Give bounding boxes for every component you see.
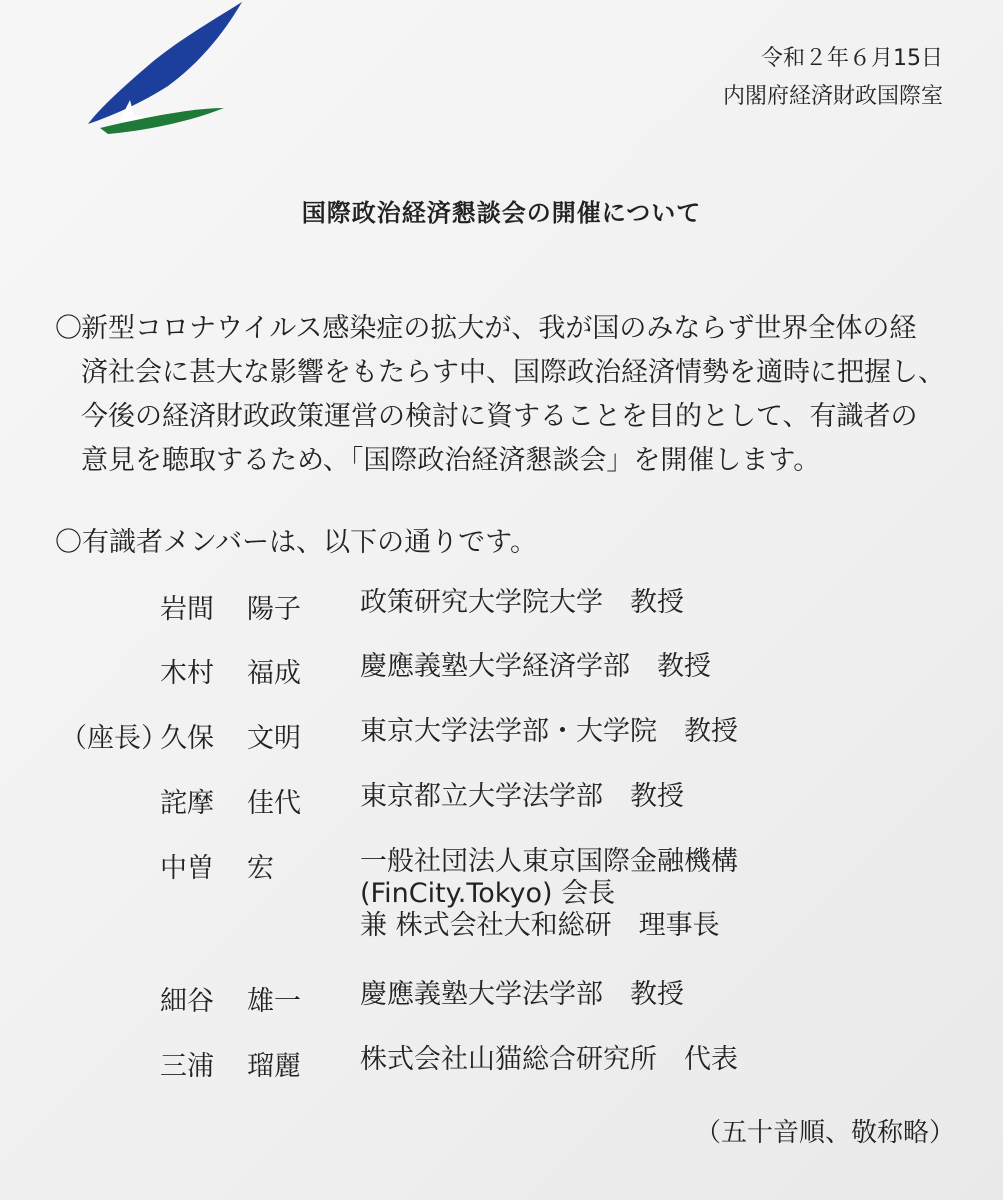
member-given-name: 雄一 [247,986,301,1017]
member-family-name: 木村 [160,658,214,689]
member-family-name: 三浦 [160,1051,214,1082]
intro-line: 新型コロナウイルス感染症の拡大が、我が国のみならず世界全体の経 [81,313,917,344]
document-title: 国際政治経済懇談会の開催について [301,199,702,227]
issuing-office: 内閣府経済財政国際室 [722,84,943,109]
member-family-name: 詫摩 [160,788,214,819]
member-family-name: 久保 [160,723,214,754]
member-affiliation: 東京都立大学法学部 教授 [360,781,684,812]
member-given-name: 瑠麗 [247,1051,301,1082]
member-given-name: 佳代 [247,788,301,819]
document-date: 令和２年６月15日 [761,46,943,71]
intro-paragraph [55,307,985,483]
member-given-name: 陽子 [247,594,301,625]
member-given-name: 福成 [247,658,301,689]
member-affiliation: 兼 株式会社大和総研 理事長 [360,910,720,941]
member-affiliation: 株式会社山猫総合研究所 代表 [360,1044,738,1075]
members-lead: 〇有識者メンバーは、以下の通りです。 [55,527,537,558]
member-affiliation: 政策研究大学院大学 教授 [360,587,684,618]
document-header [723,40,943,116]
ordering-note: （五十音順、敬称略） [694,1118,955,1148]
intro-line: 今後の経済財政政策運営の検討に資することを目的として、有識者の [81,401,918,432]
member-given-name: 文明 [247,723,301,754]
member-family-name: 中曽 [160,853,214,884]
member-affiliation: 慶應義塾大学法学部 教授 [360,979,684,1010]
intro-line: 済社会に甚大な影響をもたらす中、国際政治経済情勢を適時に把握し、 [81,357,945,388]
member-affiliation: (FinCity.Tokyo) 会長 [360,878,616,909]
member-affiliation: 東京大学法学部・大学院 教授 [360,716,738,747]
intro-line: 意見を聴取するため、「国際政治経済懇談会」を開催します。 [81,445,821,476]
member-given-name: 宏 [247,853,274,884]
member-family-name: 細谷 [160,986,214,1017]
member-family-name: 岩間 [160,594,214,625]
member-affiliation: 一般社団法人東京国際金融機構 [360,846,738,877]
intro-bullet: 〇 [55,313,82,344]
member-affiliation: 慶應義塾大学経済学部 教授 [360,651,711,682]
cabinet-office-logo-icon [82,0,252,140]
member-role: （座長） [60,723,168,754]
